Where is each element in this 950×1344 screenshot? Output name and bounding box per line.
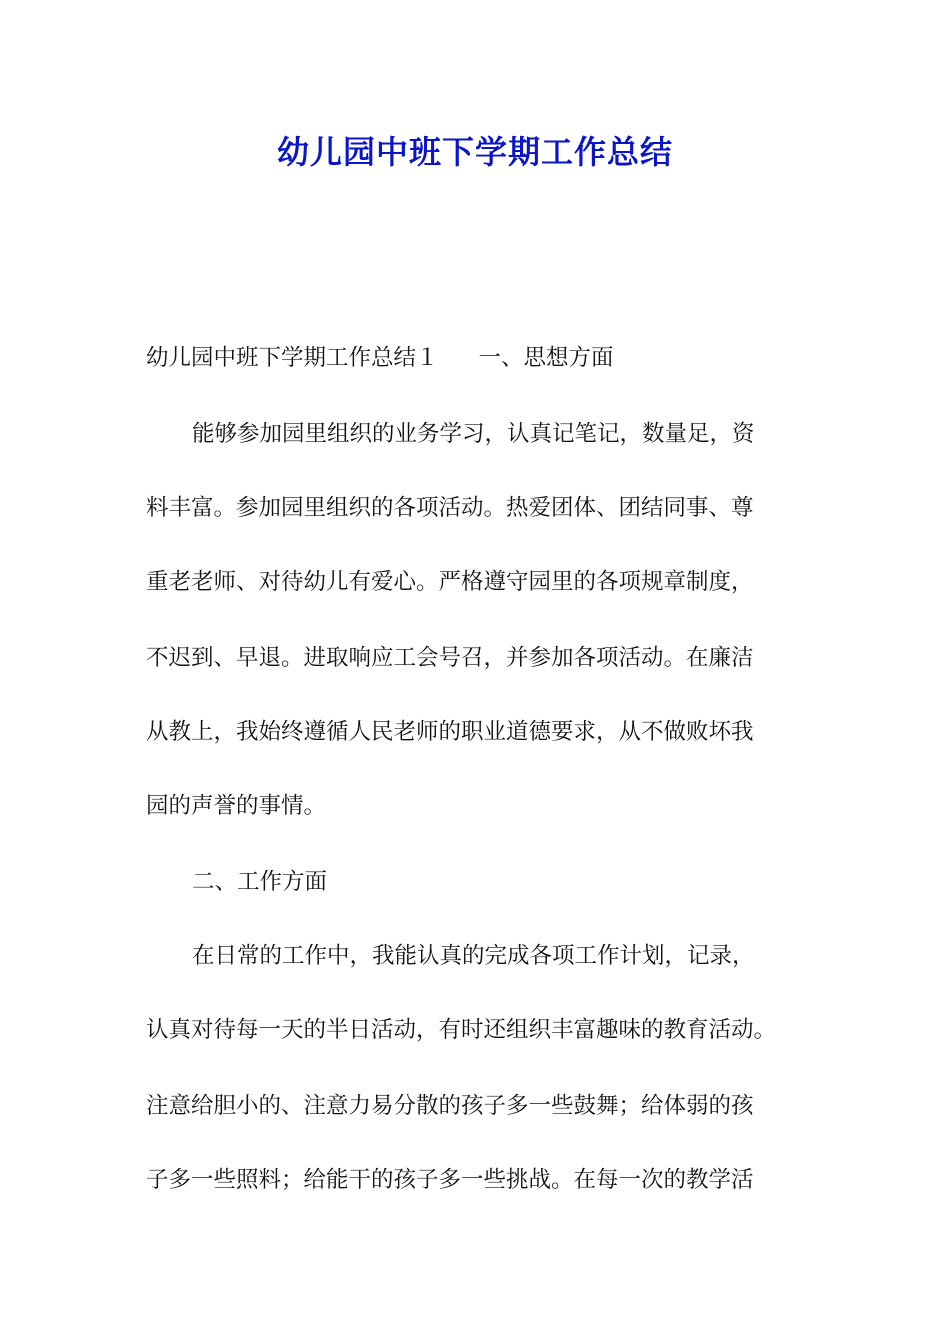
paragraph-line-7: 园的声誉的事情。: [146, 793, 327, 819]
paragraph-line-1: [146, 340, 836, 377]
paragraph-line-10: 认真对待每一天的半日活动，有时还组织丰富趣味的教育活动。: [146, 1017, 777, 1043]
paragraph-line-11: 注意给胆小的、注意力易分散的孩子多一些鼓舞；给体弱的孩: [146, 1093, 754, 1119]
paragraph-line-9: 在日常的工作中，我能认真的完成各项工作计划，记录，: [192, 943, 755, 969]
paragraph-line-6: 从教上，我始终遵循人民老师的职业道德要求，从不做败坏我: [146, 719, 754, 745]
section-heading-2: 二、工作方面: [192, 869, 328, 895]
paragraph-line-2: 能够参加园里组织的业务学习，认真记笔记，数量足，资: [192, 421, 755, 447]
paragraph-line-4: 重老老师、对待幼儿有爱心。严格遵守园里的各项规章制度，: [146, 569, 754, 595]
paragraph-line-12: 子多一些照料；给能干的孩子多一些挑战。在每一次的教学活: [146, 1167, 754, 1193]
paragraph-line-3: 料丰富。参加园里组织的各项活动。热爱团体、团结同事、尊: [146, 495, 754, 521]
section-heading-1: 一、思想方面: [478, 345, 614, 371]
document-title: 幼儿园中班下学期工作总结: [276, 133, 673, 171]
subtitle-text: 幼儿园中班下学期工作总结１: [146, 345, 439, 371]
paragraph-line-5: 不迟到、早退。进取响应工会号召，并参加各项活动。在廉洁: [146, 645, 754, 671]
